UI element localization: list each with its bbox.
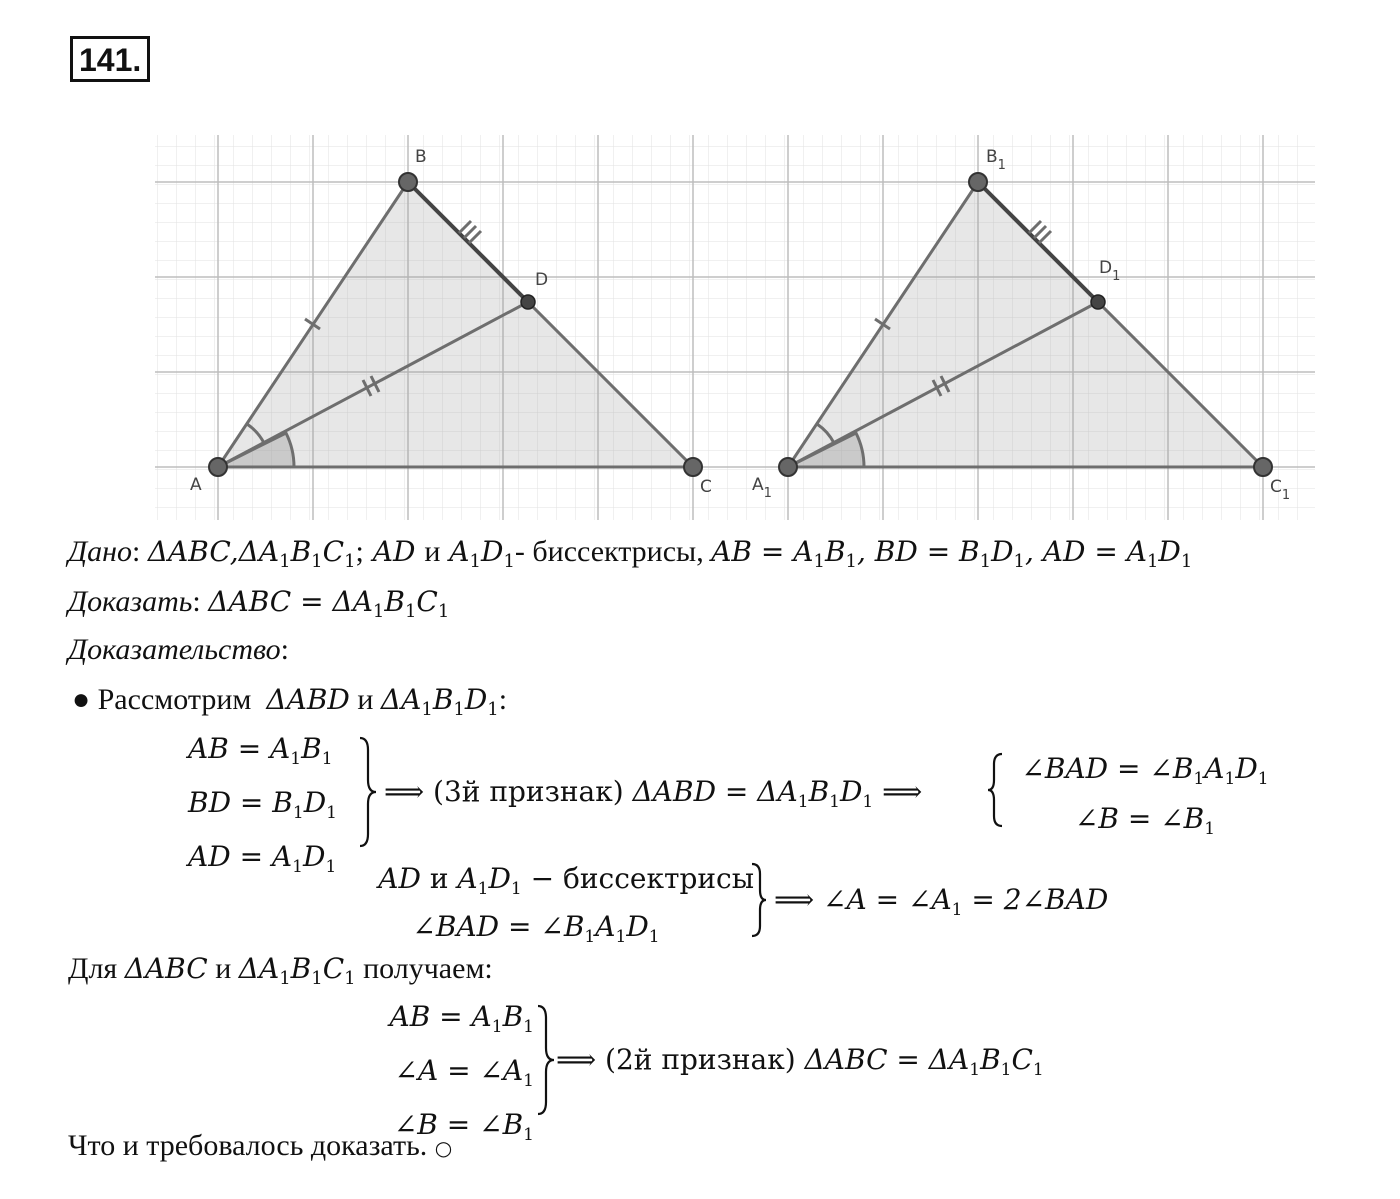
label-d: D [535,270,549,290]
sys1-right-brace [356,736,380,848]
problem-number: 141. [70,36,150,82]
sys3-right-brace [534,1004,558,1116]
proof-label: Доказательство [68,633,281,666]
geometry-figure [150,130,1320,525]
label-c1: $C_1$ [1270,477,1291,503]
label-a1: $A_1$ [752,475,772,501]
sys2-result: ⟹ ∠A = $\angle A_1$ = 2∠BAD [774,883,1109,920]
point-c [684,458,702,476]
point-b [399,173,417,191]
bullet: ● [72,683,91,716]
point-a1 [779,458,797,476]
label-b1: $B_1$ [986,147,1006,173]
label-a: A [190,475,202,495]
sys3-result: ⟹ (2й признак) $\Delta ABC = \Delta A_1B_1C_1$ [556,1043,1044,1080]
prove-line: Доказать: $\Delta ABC = \Delta A_1B_1C_1$ [68,585,450,622]
prove-label: Доказать [68,585,193,618]
proof-label-line: Доказательство: [68,633,289,666]
conclusion-intro-line: Для ΔABC и $\Delta A_1B_1C_1$ получаем: [68,952,493,989]
label-b: B [415,147,427,167]
label-d1: $D_1$ [1099,258,1121,284]
point-d1 [1091,295,1105,309]
qed-mark: ○ [434,1136,453,1160]
sys1-consequences: ∠BAD = $\angle B_1A_1D_1$ ∠B = $\angle B_1$ [1021,752,1269,839]
sys1-result: ⟹ (3й признак) $\Delta ABD = \Delta A_1B_1D_1$ ⟹ [384,775,923,812]
point-a [209,458,227,476]
sys1-conditions: AB = $A_1B_1$ BD = $B_1D_1$ AD = $A_1D_1$ [188,732,337,877]
sys2-conditions: AD и $A_1D_1$ − биссектрисы ∠BAD = $\angle B_1A_1D_1$ [378,862,754,947]
sys1-left-brace [986,752,1006,828]
qed-text: Что и требовалось доказать. [68,1129,428,1162]
sys2-right-brace [748,862,770,938]
sys3-conditions: AB = $A_1B_1$ ∠A = $\angle A_1$ ∠B = $\angle B_1$ [389,1000,534,1145]
step1-line: ● Рассмотрим ΔABD и $\Delta A_1B_1D_1$: [72,683,508,720]
point-c1 [1254,458,1272,476]
given-label: Дано [68,535,132,568]
point-b1 [969,173,987,191]
point-d [521,295,535,309]
given-line: Дано: $\Delta ABC,\Delta A_1B_1C_1$; AD и $A_1D_1-$ биссектрисы, AB = $A_1B_1$, BD = $B_1D_1$, AD = $A_1D_1$ [68,535,1193,572]
qed-line [68,1128,452,1166]
label-c: C [700,477,712,497]
